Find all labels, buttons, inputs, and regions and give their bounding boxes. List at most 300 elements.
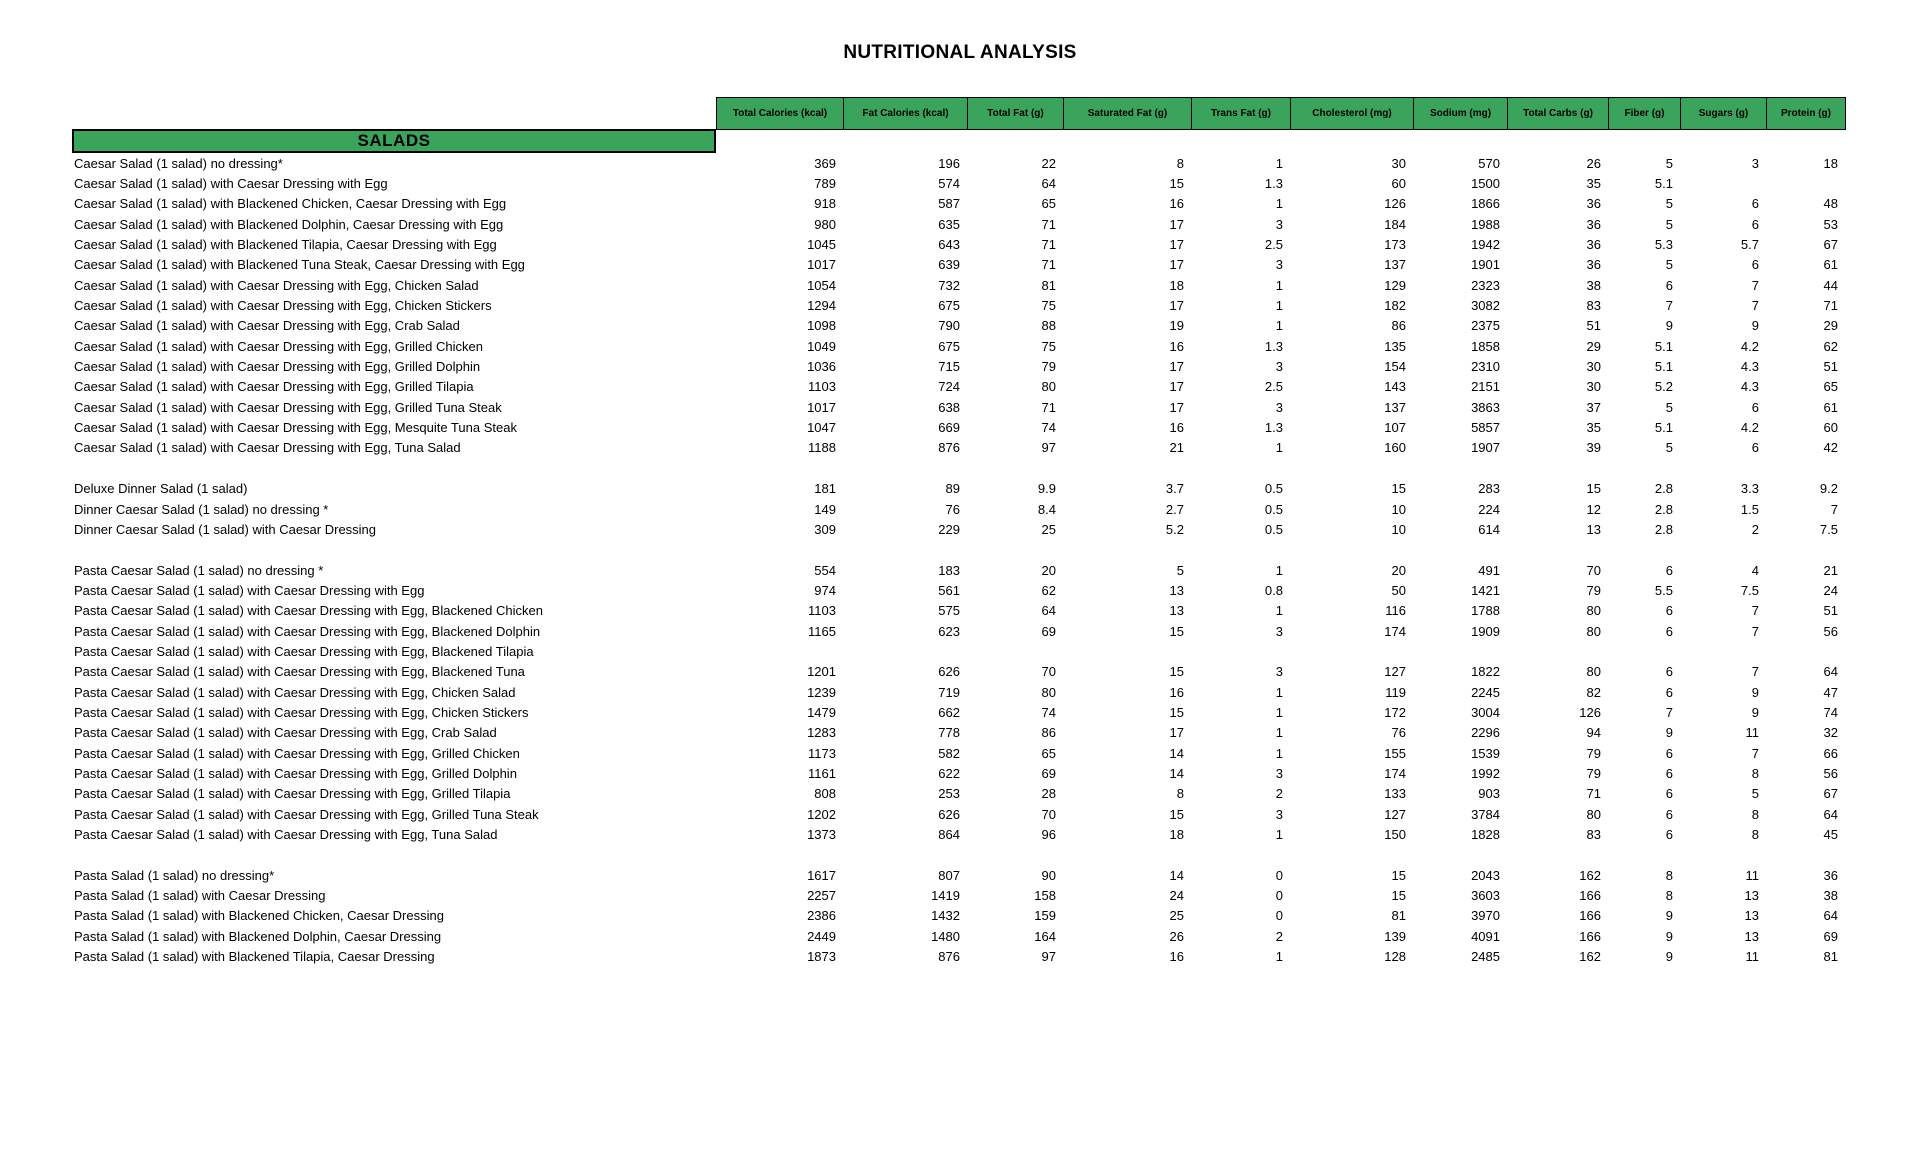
value-cell: 182 bbox=[1384, 298, 1406, 314]
value-cell: 30 bbox=[1586, 379, 1601, 395]
value-cell: 1017 bbox=[807, 257, 836, 273]
value-cell: 71 bbox=[1041, 216, 1056, 232]
row-label: Pasta Caesar Salad (1 salad) with Caesar Dressing with Egg, Grilled Tilapia bbox=[74, 786, 511, 802]
value-cell: 17 bbox=[1169, 237, 1184, 253]
value-cell: 1 bbox=[1275, 827, 1283, 843]
value-cell: 1188 bbox=[808, 440, 836, 456]
value-cell: 1 bbox=[1275, 949, 1283, 965]
value-cell: 65 bbox=[1823, 379, 1838, 395]
value-cell: 88 bbox=[1041, 318, 1056, 334]
value-cell: 1.3 bbox=[1264, 176, 1283, 192]
table-row bbox=[72, 824, 1848, 844]
value-cell: 719 bbox=[938, 684, 960, 700]
value-cell: 42 bbox=[1823, 440, 1838, 456]
value-cell: 1283 bbox=[807, 725, 836, 741]
value-cell: 129 bbox=[1384, 277, 1406, 293]
value-cell: 28 bbox=[1041, 786, 1056, 802]
value-cell: 15 bbox=[1169, 176, 1184, 192]
value-cell: 3004 bbox=[1471, 704, 1500, 720]
value-cell: 622 bbox=[938, 765, 960, 781]
value-cell: 6 bbox=[1665, 806, 1673, 822]
value-cell: 154 bbox=[1384, 359, 1406, 375]
value-cell: 1988 bbox=[1471, 216, 1500, 232]
row-label: Pasta Salad (1 salad) with Blackened Dolphin, Caesar Dressing bbox=[74, 928, 442, 944]
row-label: Caesar Salad (1 salad) with Caesar Dressing with Egg, Grilled Dolphin bbox=[74, 359, 481, 375]
value-cell: 196 bbox=[938, 155, 960, 171]
value-cell: 56 bbox=[1823, 623, 1838, 639]
value-cell: 71 bbox=[1041, 237, 1056, 253]
value-cell: 1.3 bbox=[1264, 420, 1283, 436]
value-cell: 174 bbox=[1384, 623, 1406, 639]
value-cell: 116 bbox=[1385, 603, 1406, 619]
value-cell: 6 bbox=[1665, 684, 1673, 700]
value-cell: 309 bbox=[814, 521, 836, 537]
column-header: Sugars (g) bbox=[1680, 97, 1767, 130]
value-cell: 14 bbox=[1169, 765, 1184, 781]
value-cell: 69 bbox=[1041, 623, 1056, 639]
value-cell: 127 bbox=[1384, 806, 1406, 822]
row-label: Caesar Salad (1 salad) with Caesar Dressing with Egg, Tuna Salad bbox=[74, 440, 461, 456]
table-row bbox=[72, 499, 1848, 519]
value-cell: 638 bbox=[938, 399, 960, 415]
value-cell: 5 bbox=[1751, 786, 1759, 802]
value-cell: 30 bbox=[1586, 359, 1601, 375]
value-cell: 1500 bbox=[1471, 176, 1500, 192]
value-cell: 5.3 bbox=[1654, 237, 1673, 253]
value-cell: 21 bbox=[1169, 440, 1184, 456]
value-cell: 574 bbox=[938, 176, 960, 192]
value-cell: 0.5 bbox=[1264, 481, 1283, 497]
row-label: Pasta Salad (1 salad) with Blackened Tilapia, Caesar Dressing bbox=[74, 949, 435, 965]
value-cell: 614 bbox=[1478, 521, 1500, 537]
value-cell: 778 bbox=[938, 725, 960, 741]
value-cell: 643 bbox=[938, 237, 960, 253]
value-cell: 6 bbox=[1665, 603, 1673, 619]
value-cell: 15 bbox=[1391, 867, 1406, 883]
value-cell: 128 bbox=[1384, 949, 1406, 965]
value-cell: 86 bbox=[1391, 318, 1406, 334]
value-cell: 3 bbox=[1275, 399, 1283, 415]
value-cell: 789 bbox=[814, 176, 836, 192]
value-cell: 3784 bbox=[1471, 806, 1500, 822]
value-cell: 1 bbox=[1275, 155, 1283, 171]
table-row bbox=[72, 641, 1848, 661]
value-cell: 1294 bbox=[807, 298, 836, 314]
value-cell: 16 bbox=[1169, 196, 1184, 212]
value-cell: 81 bbox=[1823, 949, 1838, 965]
value-cell: 283 bbox=[1478, 481, 1500, 497]
value-cell: 173 bbox=[1384, 237, 1406, 253]
value-cell: 623 bbox=[938, 623, 960, 639]
row-label: Pasta Caesar Salad (1 salad) no dressing * bbox=[74, 562, 324, 578]
value-cell: 13 bbox=[1744, 928, 1759, 944]
value-cell: 6 bbox=[1751, 257, 1759, 273]
row-label: Caesar Salad (1 salad) with Caesar Dressing with Egg, Chicken Stickers bbox=[74, 298, 492, 314]
value-cell: 9.9 bbox=[1037, 481, 1056, 497]
value-cell: 80 bbox=[1041, 684, 1056, 700]
row-label: Caesar Salad (1 salad) with Caesar Dressing with Egg, Mesquite Tuna Steak bbox=[74, 420, 517, 436]
table-row bbox=[72, 926, 1848, 946]
value-cell: 5.1 bbox=[1654, 338, 1673, 354]
salads-section-header: SALADS bbox=[72, 129, 716, 153]
value-cell: 253 bbox=[938, 786, 960, 802]
value-cell: 3 bbox=[1275, 765, 1283, 781]
value-cell: 675 bbox=[938, 338, 960, 354]
value-cell: 7 bbox=[1751, 298, 1759, 314]
value-cell: 20 bbox=[1391, 562, 1406, 578]
value-cell: 3 bbox=[1275, 216, 1283, 232]
value-cell: 9 bbox=[1751, 704, 1759, 720]
value-cell: 71 bbox=[1823, 298, 1838, 314]
value-cell: 3970 bbox=[1471, 908, 1500, 924]
value-cell: 3.3 bbox=[1740, 481, 1759, 497]
value-cell: 62 bbox=[1041, 582, 1056, 598]
value-cell: 143 bbox=[1384, 379, 1406, 395]
value-cell: 135 bbox=[1384, 338, 1406, 354]
column-header: Cholesterol (mg) bbox=[1290, 97, 1414, 130]
value-cell: 903 bbox=[1478, 786, 1500, 802]
value-cell: 635 bbox=[938, 216, 960, 232]
value-cell: 15 bbox=[1391, 888, 1406, 904]
value-cell: 71 bbox=[1586, 786, 1601, 802]
table-row bbox=[72, 479, 1848, 499]
value-cell: 2323 bbox=[1471, 277, 1500, 293]
value-cell: 66 bbox=[1823, 745, 1838, 761]
value-cell: 2386 bbox=[807, 908, 836, 924]
value-cell: 6 bbox=[1665, 745, 1673, 761]
value-cell: 5 bbox=[1665, 257, 1673, 273]
value-cell: 918 bbox=[814, 196, 836, 212]
value-cell: 19 bbox=[1169, 318, 1184, 334]
value-cell: 64 bbox=[1823, 664, 1838, 680]
value-cell: 15 bbox=[1391, 481, 1406, 497]
value-cell: 675 bbox=[938, 298, 960, 314]
value-cell: 89 bbox=[945, 481, 960, 497]
table-row bbox=[72, 153, 1848, 173]
value-cell: 5 bbox=[1665, 399, 1673, 415]
row-label: Pasta Caesar Salad (1 salad) with Caesar Dressing with Egg, Tuna Salad bbox=[74, 827, 498, 843]
value-cell: 11 bbox=[1745, 949, 1759, 965]
value-cell: 2.8 bbox=[1654, 501, 1673, 517]
column-header: Total Calories (kcal) bbox=[716, 97, 844, 130]
value-cell: 80 bbox=[1586, 806, 1601, 822]
value-cell: 6 bbox=[1665, 786, 1673, 802]
row-label: Caesar Salad (1 salad) with Caesar Dressing with Egg, Grilled Chicken bbox=[74, 338, 483, 354]
value-cell: 17 bbox=[1169, 298, 1184, 314]
value-cell: 22 bbox=[1041, 155, 1056, 171]
value-cell: 51 bbox=[1823, 603, 1838, 619]
value-cell: 50 bbox=[1391, 582, 1406, 598]
value-cell: 3 bbox=[1275, 664, 1283, 680]
value-cell: 75 bbox=[1041, 338, 1056, 354]
table-row bbox=[72, 662, 1848, 682]
value-cell: 561 bbox=[938, 582, 960, 598]
table-row bbox=[72, 723, 1848, 743]
value-cell: 83 bbox=[1586, 298, 1601, 314]
value-cell: 662 bbox=[938, 704, 960, 720]
value-cell: 97 bbox=[1041, 949, 1056, 965]
value-cell: 67 bbox=[1823, 786, 1838, 802]
value-cell: 6 bbox=[1665, 827, 1673, 843]
row-label: Pasta Caesar Salad (1 salad) with Caesar Dressing with Egg, Crab Salad bbox=[74, 725, 497, 741]
value-cell: 24 bbox=[1823, 582, 1838, 598]
value-cell: 491 bbox=[1478, 562, 1500, 578]
value-cell: 2375 bbox=[1471, 318, 1500, 334]
value-cell: 7.5 bbox=[1740, 582, 1759, 598]
value-cell: 36 bbox=[1586, 196, 1601, 212]
table-row bbox=[72, 601, 1848, 621]
value-cell: 2310 bbox=[1471, 359, 1500, 375]
value-cell: 61 bbox=[1823, 399, 1838, 415]
value-cell: 8 bbox=[1665, 867, 1673, 883]
value-cell: 2245 bbox=[1471, 684, 1500, 700]
value-cell: 94 bbox=[1586, 725, 1601, 741]
table-body bbox=[72, 153, 1848, 967]
value-cell: 1788 bbox=[1471, 603, 1500, 619]
value-cell: 166 bbox=[1579, 928, 1601, 944]
value-cell: 70 bbox=[1041, 664, 1056, 680]
value-cell: 3863 bbox=[1471, 399, 1500, 415]
value-cell: 3 bbox=[1751, 155, 1759, 171]
value-cell: 1.3 bbox=[1264, 338, 1283, 354]
table-row bbox=[72, 214, 1848, 234]
page-title: NUTRITIONAL ANALYSIS bbox=[843, 42, 1077, 63]
value-cell: 82 bbox=[1586, 684, 1601, 700]
value-cell: 808 bbox=[814, 786, 836, 802]
table-row bbox=[72, 621, 1848, 641]
value-cell: 2151 bbox=[1471, 379, 1500, 395]
table-row bbox=[72, 295, 1848, 315]
value-cell: 1479 bbox=[807, 704, 836, 720]
value-cell: 1045 bbox=[807, 237, 836, 253]
value-cell: 7 bbox=[1751, 603, 1759, 619]
column-header-row bbox=[716, 97, 1848, 130]
value-cell: 1 bbox=[1275, 562, 1283, 578]
row-label: Caesar Salad (1 salad) with Caesar Dressing with Egg bbox=[74, 176, 388, 192]
row-label: Pasta Caesar Salad (1 salad) with Caesar Dressing with Egg, Chicken Salad bbox=[74, 684, 516, 700]
value-cell: 9 bbox=[1665, 949, 1673, 965]
value-cell: 16 bbox=[1169, 338, 1184, 354]
value-cell: 1992 bbox=[1471, 765, 1500, 781]
value-cell: 74 bbox=[1041, 420, 1056, 436]
value-cell: 639 bbox=[938, 257, 960, 273]
value-cell: 1822 bbox=[1471, 664, 1500, 680]
value-cell: 29 bbox=[1823, 318, 1838, 334]
value-cell: 47 bbox=[1823, 684, 1838, 700]
value-cell: 2449 bbox=[807, 928, 836, 944]
value-cell: 2257 bbox=[807, 888, 836, 904]
value-cell: 575 bbox=[938, 603, 960, 619]
value-cell: 18 bbox=[1169, 827, 1184, 843]
value-cell: 724 bbox=[938, 379, 960, 395]
value-cell: 2 bbox=[1751, 521, 1759, 537]
value-cell: 76 bbox=[945, 501, 960, 517]
value-cell: 1165 bbox=[808, 623, 836, 639]
row-label: Pasta Caesar Salad (1 salad) with Caesar Dressing with Egg, Blackened Dolphin bbox=[74, 623, 541, 639]
value-cell: 71 bbox=[1041, 257, 1056, 273]
value-cell: 1432 bbox=[931, 908, 960, 924]
value-cell: 669 bbox=[938, 420, 960, 436]
column-header: Total Carbs (g) bbox=[1507, 97, 1609, 130]
value-cell: 13 bbox=[1586, 521, 1601, 537]
value-cell: 1049 bbox=[807, 338, 836, 354]
value-cell: 16 bbox=[1169, 420, 1184, 436]
value-cell: 2.8 bbox=[1654, 481, 1673, 497]
value-cell: 1202 bbox=[807, 806, 836, 822]
row-label: Caesar Salad (1 salad) with Caesar Dressing with Egg, Crab Salad bbox=[74, 318, 460, 334]
value-cell: 74 bbox=[1823, 704, 1838, 720]
value-cell: 4.3 bbox=[1740, 379, 1759, 395]
row-label: Caesar Salad (1 salad) with Caesar Dressing with Egg, Chicken Salad bbox=[74, 277, 479, 293]
value-cell: 80 bbox=[1586, 623, 1601, 639]
value-cell: 1480 bbox=[931, 928, 960, 944]
value-cell: 36 bbox=[1586, 216, 1601, 232]
value-cell: 9 bbox=[1751, 684, 1759, 700]
value-cell: 21 bbox=[1823, 562, 1838, 578]
value-cell: 6 bbox=[1751, 216, 1759, 232]
value-cell: 7 bbox=[1751, 745, 1759, 761]
value-cell: 56 bbox=[1823, 765, 1838, 781]
table-row bbox=[72, 804, 1848, 824]
value-cell: 0 bbox=[1275, 908, 1283, 924]
value-cell: 1 bbox=[1275, 725, 1283, 741]
table-row bbox=[72, 173, 1848, 193]
table-row bbox=[72, 438, 1848, 458]
table-row bbox=[72, 560, 1848, 580]
value-cell: 1 bbox=[1275, 318, 1283, 334]
value-cell: 71 bbox=[1041, 399, 1056, 415]
value-cell: 1419 bbox=[931, 888, 960, 904]
row-label: Pasta Caesar Salad (1 salad) with Caesar Dressing with Egg, Grilled Tuna Steak bbox=[74, 806, 539, 822]
value-cell: 1036 bbox=[807, 359, 836, 375]
value-cell: 80 bbox=[1586, 664, 1601, 680]
value-cell: 229 bbox=[938, 521, 960, 537]
value-cell: 18 bbox=[1169, 277, 1184, 293]
row-label: Pasta Caesar Salad (1 salad) with Caesar Dressing with Egg, Grilled Chicken bbox=[74, 745, 520, 761]
table-row bbox=[72, 682, 1848, 702]
value-cell: 51 bbox=[1823, 359, 1838, 375]
row-label: Caesar Salad (1 salad) with Blackened Chicken, Caesar Dressing with Egg bbox=[74, 196, 507, 212]
value-cell: 14 bbox=[1169, 745, 1184, 761]
value-cell: 582 bbox=[938, 745, 960, 761]
value-cell: 6 bbox=[1665, 623, 1673, 639]
value-cell: 29 bbox=[1586, 338, 1601, 354]
value-cell: 1 bbox=[1275, 277, 1283, 293]
value-cell: 15 bbox=[1169, 623, 1184, 639]
value-cell: 0.5 bbox=[1264, 521, 1283, 537]
value-cell: 13 bbox=[1169, 582, 1184, 598]
value-cell: 1 bbox=[1275, 684, 1283, 700]
value-cell: 69 bbox=[1823, 928, 1838, 944]
value-cell: 15 bbox=[1586, 481, 1601, 497]
table-row bbox=[72, 946, 1848, 966]
value-cell: 39 bbox=[1586, 440, 1601, 456]
table-row bbox=[72, 702, 1848, 722]
value-cell: 715 bbox=[938, 359, 960, 375]
value-cell: 7 bbox=[1751, 277, 1759, 293]
value-cell: 12 bbox=[1586, 501, 1601, 517]
value-cell: 4.3 bbox=[1740, 359, 1759, 375]
value-cell: 150 bbox=[1384, 827, 1406, 843]
value-cell: 81 bbox=[1041, 277, 1056, 293]
value-cell: 86 bbox=[1041, 725, 1056, 741]
value-cell: 13 bbox=[1169, 603, 1184, 619]
value-cell: 5.1 bbox=[1654, 420, 1673, 436]
value-cell: 159 bbox=[1034, 908, 1056, 924]
value-cell: 732 bbox=[938, 277, 960, 293]
value-cell: 864 bbox=[938, 827, 960, 843]
value-cell: 570 bbox=[1478, 155, 1500, 171]
value-cell: 25 bbox=[1041, 521, 1056, 537]
value-cell: 79 bbox=[1586, 765, 1601, 781]
value-cell: 17 bbox=[1169, 379, 1184, 395]
value-cell: 1239 bbox=[807, 684, 836, 700]
value-cell: 38 bbox=[1586, 277, 1601, 293]
value-cell: 2485 bbox=[1471, 949, 1500, 965]
value-cell: 3 bbox=[1275, 257, 1283, 273]
spacer-row bbox=[72, 845, 1848, 865]
value-cell: 181 bbox=[814, 481, 836, 497]
value-cell: 1 bbox=[1275, 603, 1283, 619]
value-cell: 9 bbox=[1665, 928, 1673, 944]
value-cell: 1373 bbox=[807, 827, 836, 843]
value-cell: 8.4 bbox=[1037, 501, 1056, 517]
value-cell: 626 bbox=[938, 664, 960, 680]
table-row bbox=[72, 377, 1848, 397]
table-row bbox=[72, 784, 1848, 804]
value-cell: 75 bbox=[1041, 298, 1056, 314]
value-cell: 6 bbox=[1665, 277, 1673, 293]
value-cell: 876 bbox=[938, 440, 960, 456]
value-cell: 6 bbox=[1665, 664, 1673, 680]
value-cell: 14 bbox=[1169, 867, 1184, 883]
value-cell: 26 bbox=[1586, 155, 1601, 171]
table-row bbox=[72, 865, 1848, 885]
value-cell: 7 bbox=[1665, 298, 1673, 314]
table-row bbox=[72, 316, 1848, 336]
spacer-row bbox=[72, 458, 1848, 478]
row-label: Caesar Salad (1 salad) with Blackened Tuna Steak, Caesar Dressing with Egg bbox=[74, 257, 525, 273]
value-cell: 3603 bbox=[1471, 888, 1500, 904]
value-cell: 1866 bbox=[1471, 196, 1500, 212]
value-cell: 1828 bbox=[1471, 827, 1500, 843]
row-label: Pasta Salad (1 salad) with Caesar Dressing bbox=[74, 888, 326, 904]
value-cell: 183 bbox=[938, 562, 960, 578]
table-row bbox=[72, 417, 1848, 437]
value-cell: 7 bbox=[1665, 704, 1673, 720]
row-label: Caesar Salad (1 salad) with Blackened Dolphin, Caesar Dressing with Egg bbox=[74, 216, 504, 232]
value-cell: 15 bbox=[1169, 704, 1184, 720]
value-cell: 96 bbox=[1041, 827, 1056, 843]
value-cell: 1047 bbox=[807, 420, 836, 436]
value-cell: 53 bbox=[1823, 216, 1838, 232]
value-cell: 8 bbox=[1751, 827, 1759, 843]
value-cell: 37 bbox=[1586, 399, 1601, 415]
value-cell: 16 bbox=[1169, 684, 1184, 700]
table-row bbox=[72, 580, 1848, 600]
value-cell: 587 bbox=[938, 196, 960, 212]
value-cell: 10 bbox=[1391, 521, 1406, 537]
table-row bbox=[72, 356, 1848, 376]
value-cell: 16 bbox=[1169, 949, 1184, 965]
value-cell: 9 bbox=[1665, 318, 1673, 334]
value-cell: 0 bbox=[1275, 888, 1283, 904]
value-cell: 38 bbox=[1823, 888, 1838, 904]
value-cell: 25 bbox=[1169, 908, 1184, 924]
value-cell: 4.2 bbox=[1740, 338, 1759, 354]
value-cell: 6 bbox=[1665, 562, 1673, 578]
value-cell: 60 bbox=[1391, 176, 1406, 192]
